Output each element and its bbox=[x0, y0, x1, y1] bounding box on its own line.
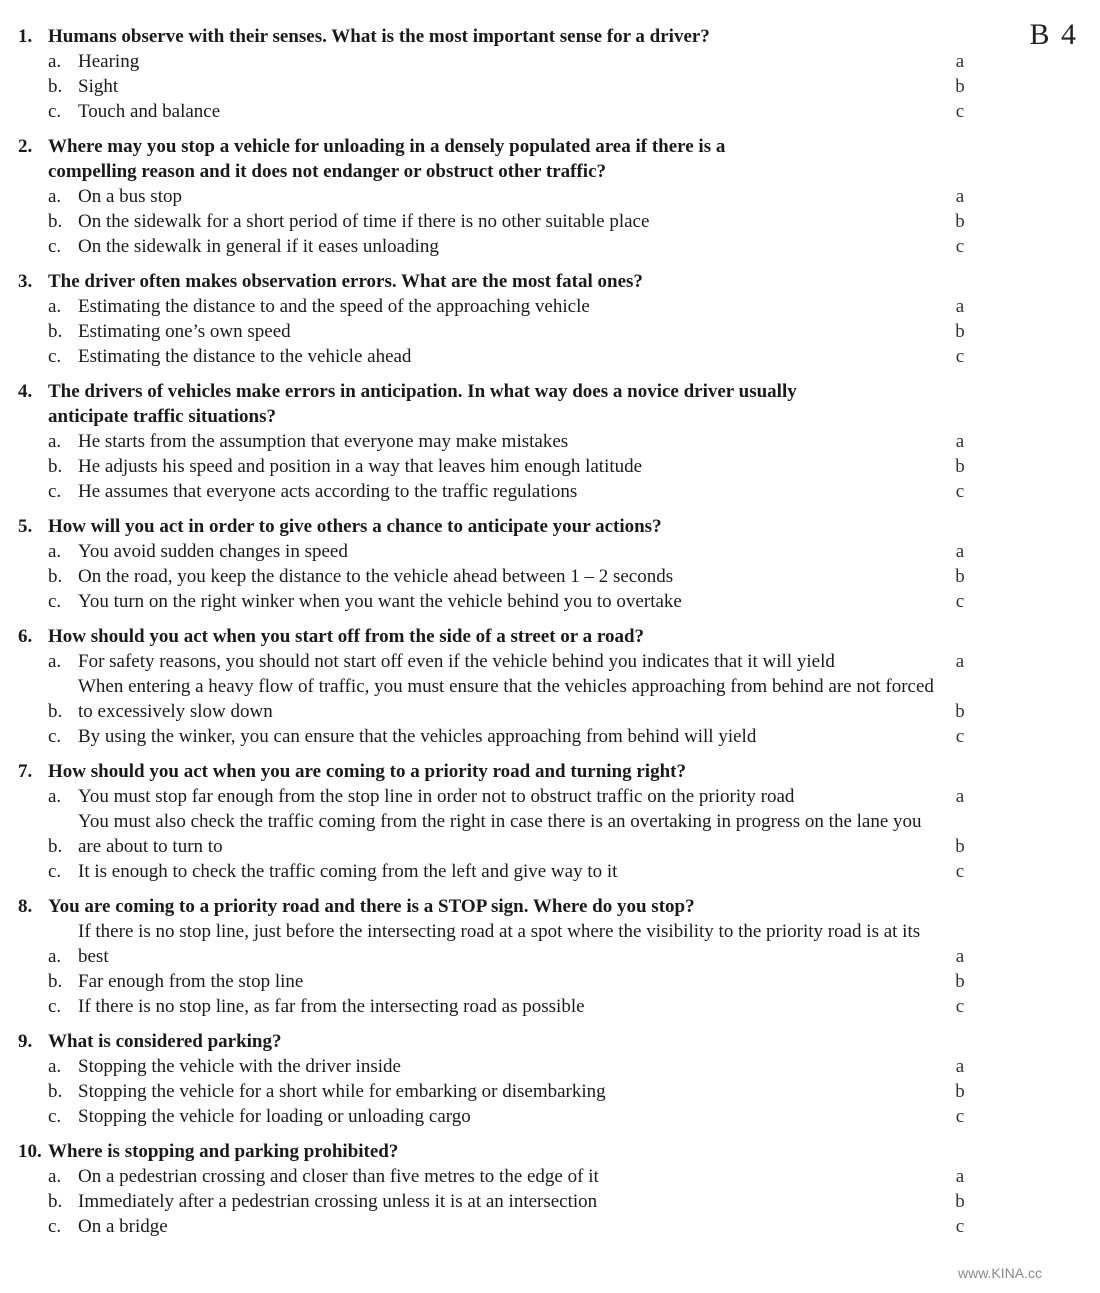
answer-option[interactable] bbox=[18, 99, 1078, 124]
question-number: 1. bbox=[18, 26, 33, 47]
option-letter: c. bbox=[48, 591, 62, 612]
answer-mark[interactable]: c bbox=[955, 726, 965, 747]
option-letter: b. bbox=[48, 76, 63, 97]
option-letter: c. bbox=[48, 1216, 62, 1237]
option-text: Touch and balance bbox=[78, 101, 221, 122]
option-text: If there is no stop line, just before the intersecting road at a spot where the visibility to the priority road is at its best bbox=[78, 921, 921, 967]
option-text: Estimating the distance to and the speed of the approaching vehicle bbox=[78, 296, 590, 317]
option-letter: b. bbox=[48, 456, 63, 477]
sheet-code: B 4 bbox=[1029, 18, 1078, 51]
question-text: Where is stopping and parking prohibited? bbox=[48, 1141, 399, 1162]
answer-mark[interactable]: b bbox=[955, 1191, 965, 1212]
option-letter: a. bbox=[48, 186, 62, 207]
answer-option[interactable] bbox=[18, 1079, 1078, 1104]
answer-mark[interactable]: c bbox=[955, 346, 965, 367]
option-text: When entering a heavy flow of traffic, you must ensure that the vehicles approaching from behind are not forced to excessively slow down bbox=[78, 676, 934, 722]
question-number: 9. bbox=[18, 1031, 33, 1052]
option-letter: c. bbox=[48, 481, 62, 502]
question-title bbox=[18, 894, 818, 919]
option-letter: a. bbox=[48, 1166, 62, 1187]
answer-option[interactable] bbox=[18, 344, 1078, 369]
question-title bbox=[18, 514, 818, 539]
answer-option[interactable] bbox=[18, 319, 1078, 344]
answer-option[interactable] bbox=[18, 564, 1078, 589]
option-text: He adjusts his speed and position in a way that leaves him enough latitude bbox=[78, 456, 643, 477]
question bbox=[18, 134, 1078, 259]
option-text: Estimating one’s own speed bbox=[78, 321, 291, 342]
answer-option[interactable] bbox=[18, 919, 1078, 969]
option-text: On the road, you keep the distance to the vehicle ahead between 1 – 2 seconds bbox=[78, 566, 674, 587]
question bbox=[18, 624, 1078, 749]
answer-option[interactable] bbox=[18, 1189, 1078, 1214]
answer-option[interactable] bbox=[18, 589, 1078, 614]
question-text: Humans observe with their senses. What is the most important sense for a driver? bbox=[48, 26, 710, 47]
question-number: 10. bbox=[18, 1141, 42, 1162]
option-letter: b. bbox=[48, 1191, 63, 1212]
question bbox=[18, 1139, 1078, 1239]
question-title bbox=[18, 759, 818, 784]
option-text: Stopping the vehicle with the driver inside bbox=[78, 1056, 401, 1077]
option-letter: c. bbox=[48, 996, 62, 1017]
answer-mark[interactable]: a bbox=[955, 786, 965, 807]
option-letter: b. bbox=[48, 701, 63, 722]
answer-mark[interactable]: a bbox=[955, 51, 965, 72]
question-title bbox=[18, 134, 818, 184]
option-text: On a bridge bbox=[78, 1216, 168, 1237]
question-text: What is considered parking? bbox=[48, 1031, 282, 1052]
option-text: You turn on the right winker when you want the vehicle behind you to overtake bbox=[78, 591, 682, 612]
question-text: How should you act when you start off from the side of a street or a road? bbox=[48, 626, 645, 647]
option-text: On a pedestrian crossing and closer than five metres to the edge of it bbox=[78, 1166, 599, 1187]
answer-mark[interactable]: b bbox=[955, 1081, 965, 1102]
answer-mark[interactable]: a bbox=[955, 946, 965, 967]
question-text: Where may you stop a vehicle for unloading in a densely populated area if there is a compelling reason and it does not endanger or obstruct other traffic? bbox=[48, 136, 726, 182]
option-text: Sight bbox=[78, 76, 119, 97]
option-letter: a. bbox=[48, 651, 62, 672]
question-title bbox=[18, 269, 818, 294]
answer-option[interactable] bbox=[18, 1054, 1078, 1079]
answer-option[interactable] bbox=[18, 539, 1078, 564]
question-number: 4. bbox=[18, 381, 33, 402]
question bbox=[18, 24, 1078, 124]
answer-option[interactable] bbox=[18, 74, 1078, 99]
answer-mark[interactable]: c bbox=[955, 1106, 965, 1127]
answer-option[interactable] bbox=[18, 454, 1078, 479]
option-letter: a. bbox=[48, 51, 62, 72]
option-text: On a bus stop bbox=[78, 186, 182, 207]
question-number: 8. bbox=[18, 896, 33, 917]
answer-option[interactable] bbox=[18, 724, 1078, 749]
option-letter: a. bbox=[48, 1056, 62, 1077]
answer-mark[interactable]: b bbox=[955, 971, 965, 992]
answer-mark[interactable]: c bbox=[955, 236, 965, 257]
option-text: He starts from the assumption that everyone may make mistakes bbox=[78, 431, 569, 452]
answer-option[interactable] bbox=[18, 479, 1078, 504]
question-number: 6. bbox=[18, 626, 33, 647]
answer-option[interactable] bbox=[18, 969, 1078, 994]
answer-mark[interactable]: c bbox=[955, 861, 965, 882]
option-text: Immediately after a pedestrian crossing unless it is at an intersection bbox=[78, 1191, 598, 1212]
answer-option[interactable] bbox=[18, 49, 1078, 74]
question-text: How will you act in order to give others a chance to anticipate your actions? bbox=[48, 516, 662, 537]
answer-mark[interactable]: c bbox=[955, 1216, 965, 1237]
option-text: On the sidewalk in general if it eases unloading bbox=[78, 236, 439, 257]
answer-mark[interactable]: c bbox=[955, 481, 965, 502]
option-text: If there is no stop line, as far from the intersecting road as possible bbox=[78, 996, 585, 1017]
option-text: For safety reasons, you should not start off even if the vehicle behind you indicates that it will yield bbox=[78, 651, 835, 672]
answer-mark[interactable]: c bbox=[955, 101, 965, 122]
option-letter: b. bbox=[48, 836, 63, 857]
answer-option[interactable] bbox=[18, 809, 1078, 859]
answer-mark[interactable]: a bbox=[955, 1166, 965, 1187]
option-text: It is enough to check the traffic coming from the left and give way to it bbox=[78, 861, 618, 882]
question bbox=[18, 759, 1078, 884]
answer-mark[interactable]: b bbox=[955, 321, 965, 342]
answer-option[interactable] bbox=[18, 184, 1078, 209]
question-title bbox=[18, 1139, 818, 1164]
question-number: 7. bbox=[18, 761, 33, 782]
answer-mark[interactable]: a bbox=[955, 651, 965, 672]
question-text: How should you act when you are coming to a priority road and turning right? bbox=[48, 761, 686, 782]
option-text: Estimating the distance to the vehicle ahead bbox=[78, 346, 412, 367]
option-text: Far enough from the stop line bbox=[78, 971, 304, 992]
question bbox=[18, 269, 1078, 369]
option-text: You must stop far enough from the stop line in order not to obstruct traffic on the priority road bbox=[78, 786, 795, 807]
watermark: www.KINA.cc bbox=[957, 1265, 1042, 1281]
option-letter: c. bbox=[48, 236, 62, 257]
question-number: 3. bbox=[18, 271, 33, 292]
answer-mark[interactable]: b bbox=[955, 211, 965, 232]
answer-mark[interactable]: a bbox=[955, 296, 965, 317]
question-title bbox=[18, 24, 818, 49]
option-letter: b. bbox=[48, 211, 63, 232]
answer-mark[interactable]: a bbox=[955, 1056, 965, 1077]
question-list bbox=[18, 24, 1078, 1249]
option-text: On the sidewalk for a short period of time if there is no other suitable place bbox=[78, 211, 650, 232]
answer-mark[interactable]: b bbox=[955, 76, 965, 97]
option-letter: c. bbox=[48, 101, 62, 122]
answer-option[interactable] bbox=[18, 784, 1078, 809]
option-letter: b. bbox=[48, 971, 63, 992]
option-letter: c. bbox=[48, 726, 62, 747]
question-text: The drivers of vehicles make errors in anticipation. In what way does a novice driver usually anticipate traffic situations? bbox=[48, 381, 797, 427]
option-letter: c. bbox=[48, 346, 62, 367]
option-letter: b. bbox=[48, 566, 63, 587]
answer-option[interactable] bbox=[18, 1104, 1078, 1129]
answer-option[interactable] bbox=[18, 859, 1078, 884]
question bbox=[18, 379, 1078, 504]
answer-mark[interactable]: b bbox=[955, 566, 965, 587]
option-letter: a. bbox=[48, 541, 62, 562]
option-letter: b. bbox=[48, 1081, 63, 1102]
option-letter: b. bbox=[48, 321, 63, 342]
answer-mark[interactable]: a bbox=[955, 186, 965, 207]
option-text: You must also check the traffic coming from the right in case there is an overtaking in progress on the lane you are about to turn to bbox=[78, 811, 922, 857]
answer-option[interactable] bbox=[18, 1214, 1078, 1239]
answer-option[interactable] bbox=[18, 674, 1078, 724]
answer-option[interactable] bbox=[18, 234, 1078, 259]
answer-option[interactable] bbox=[18, 649, 1078, 674]
question-text: The driver often makes observation errors. What are the most fatal ones? bbox=[48, 271, 643, 292]
option-letter: c. bbox=[48, 861, 62, 882]
question-number: 2. bbox=[18, 136, 33, 157]
answer-mark[interactable]: b bbox=[955, 836, 965, 857]
question bbox=[18, 894, 1078, 1019]
answer-option[interactable] bbox=[18, 429, 1078, 454]
question-text: You are coming to a priority road and there is a STOP sign. Where do you stop? bbox=[48, 896, 695, 917]
answer-option[interactable] bbox=[18, 294, 1078, 319]
answer-mark[interactable]: b bbox=[955, 701, 965, 722]
option-letter: a. bbox=[48, 946, 62, 967]
option-letter: c. bbox=[48, 1106, 62, 1127]
option-text: You avoid sudden changes in speed bbox=[78, 541, 348, 562]
answer-mark[interactable]: b bbox=[955, 456, 965, 477]
option-letter: a. bbox=[48, 296, 62, 317]
question-title bbox=[18, 1029, 818, 1054]
option-letter: a. bbox=[48, 786, 62, 807]
question-title bbox=[18, 624, 818, 649]
question bbox=[18, 1029, 1078, 1129]
answer-mark[interactable]: c bbox=[955, 996, 965, 1017]
option-text: Stopping the vehicle for a short while for embarking or disembarking bbox=[78, 1081, 606, 1102]
question-title bbox=[18, 379, 818, 429]
answer-option[interactable] bbox=[18, 1164, 1078, 1189]
option-text: He assumes that everyone acts according to the traffic regulations bbox=[78, 481, 578, 502]
option-text: Stopping the vehicle for loading or unloading cargo bbox=[78, 1106, 471, 1127]
answer-mark[interactable]: c bbox=[955, 591, 965, 612]
question bbox=[18, 514, 1078, 614]
answer-mark[interactable]: a bbox=[955, 541, 965, 562]
option-text: By using the winker, you can ensure that the vehicles approaching from behind will yield bbox=[78, 726, 757, 747]
answer-mark[interactable]: a bbox=[955, 431, 965, 452]
option-text: Hearing bbox=[78, 51, 140, 72]
answer-option[interactable] bbox=[18, 994, 1078, 1019]
question-number: 5. bbox=[18, 516, 33, 537]
option-letter: a. bbox=[48, 431, 62, 452]
answer-option[interactable] bbox=[18, 209, 1078, 234]
